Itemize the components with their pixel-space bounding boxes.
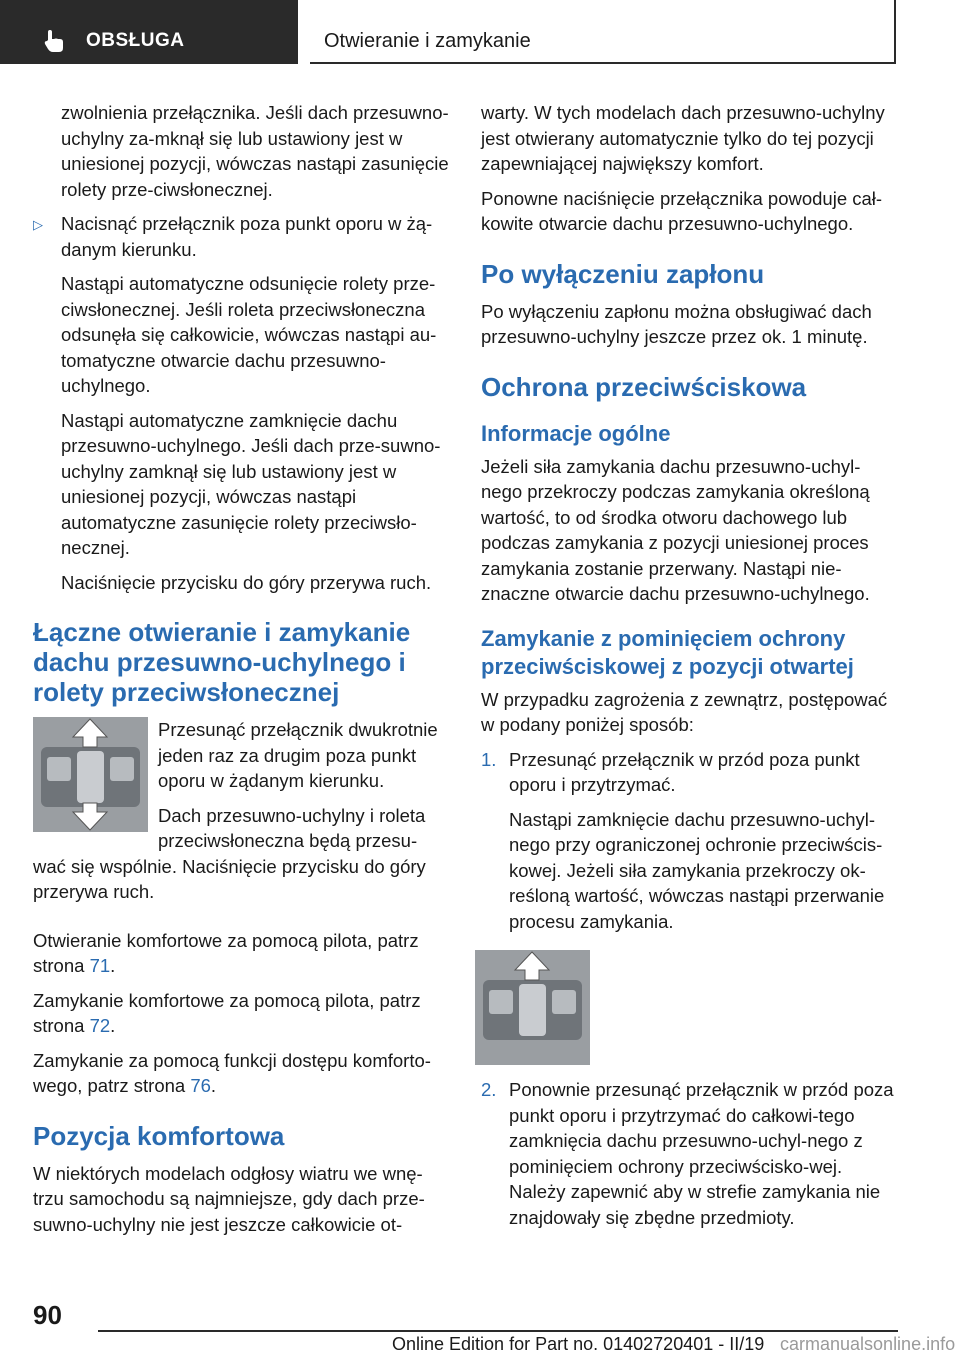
paragraph: Nastąpi automatyczne odsunięcie rolety prze-ciwsłonecznej. Jeśli roleta przeciwsłoneczna odsunęła się całkowicie, wówczas nastąpi au-tomatyczne otwarcie dachu przesuwno-uchylnego. [61, 273, 437, 396]
list-item [33, 211, 450, 595]
paragraph: zwolnienia przełącznika. Jeśli dach przesuwno-uchylny za-mknął się lub ustawiony jest w uniesionej pozycji, wówczas nastąpi zasunięcie rolety prze-ciwsłonecznej. [61, 102, 449, 200]
list-item [481, 747, 901, 935]
right-column [481, 100, 901, 1239]
section-heading: Ochrona przeciwściskowa [481, 371, 807, 402]
paragraph: W niektórych modelach odgłosy wiatru we wnę-trzu samochodu są najmniejsze, gdy dach prze-suwno-uchylny nie jest jeszcze całkowicie ot- [33, 1162, 425, 1235]
paragraph: Nastąpi zamknięcie dachu przesuwno-uchyl-nego przy ograniczonej ochronie przeciwścis-kowej. Jeżeli siła zamykania przekroczy ok-reśloną wartość, wówczas nastąpi przerwanie procesu zamykania. [509, 808, 885, 932]
subsection-heading: Zamykanie z pominięciem ochrony przeciwściskowej z pozycji otwartej [481, 625, 854, 679]
list-item [481, 1077, 901, 1230]
subsection-heading: Informacje ogólne [481, 420, 671, 446]
step-number: 2. [481, 1079, 497, 1100]
paragraph: Przesunąć przełącznik w przód poza punkt oporu i przytrzymać. [509, 748, 860, 795]
section-tab [0, 0, 298, 64]
step-number: 1. [481, 748, 497, 770]
chapter-title: Otwieranie i zamykanie [324, 30, 531, 52]
paragraph: Zamykanie za pomocą funkcji dostępu komforto-wego, patrz strona 76. [33, 1049, 431, 1096]
paragraph: Jeżeli siła zamykania dachu przesuwno-uchyl-nego przekroczy podczas zamykania określoną wartość, to od środka otworu dachowego lub podczas zamykania z pozycji uniesionej proces zamykania zostanie przerwany. Nastąpi nie-znaczne otwarcie dachu przesuwno-uchylnego. [481, 455, 870, 604]
left-column [33, 100, 450, 1246]
paragraph: Zamykanie komfortowe za pomocą pilota, patrz strona 72. [33, 989, 421, 1036]
section-heading: Pozycja komfortowa [33, 1120, 285, 1151]
chapter-header [310, 0, 896, 64]
roof-switch-image [475, 950, 590, 1065]
paragraph: Naciśnięcie przycisku do góry przerywa ruch. [61, 571, 432, 593]
section-heading: Po wyłączeniu zapłonu [481, 258, 765, 289]
paragraph: Otwieranie komfortowe za pomocą pilota, patrz strona 71. [33, 929, 419, 976]
footer-divider [98, 1330, 898, 1332]
paragraph: Dach przesuwno-uchylny i roleta przeciwsłoneczna będą przesu-wać się wspólnie. Naciśnięcie przycisku do góry przerywa ruch. [33, 804, 426, 902]
triangle-bullet-icon: ▷ [33, 217, 43, 232]
paragraph: Ponownie przesunąć przełącznik w przód poza punkt oporu i przytrzymać do całkowi-tego zamknięcia dachu przesuwno-uchyl-nego z pominięciem ochrony przeciwścisko-wej. Należy zapewnić aby w strefie zamykania nie znajdowały się zbędne przedmioty. [509, 1079, 894, 1228]
paragraph: W przypadku zagrożenia z zewnątrz, postępować w podany poniżej sposób: [481, 688, 888, 735]
roof-switch-image [33, 717, 148, 832]
watermark: carmanualsonline.info [780, 1334, 956, 1354]
paragraph: Nastąpi automatyczne zamknięcie dachu przesuwno-uchylnego. Jeśli dach prze-suwno-uchylny zamknął się lub ustawiony jest w uniesionej pozycji, wówczas nastąpi automatyczne zasunięcie rolety przeciwsło-necznej. [61, 409, 441, 558]
section-heading: Łączne otwieranie i zamykanie dachu przesuwno-uchylnego i rolety przeciwsłonecznej [33, 617, 411, 707]
paragraph: warty. W tych modelach dach przesuwno-uchylny jest otwierany automatycznie tylko do tej pozycji zapewniającej największy komfort. [481, 102, 885, 174]
paragraph: Nacisnąć przełącznik poza punkt oporu w żą-danym kierunku. [61, 213, 433, 260]
paragraph: Po wyłączeniu zapłonu można obsługiwać dach przesuwno-uchylny jeszcze przez ok. 1 minutę. [481, 300, 872, 347]
paragraph: Przesunąć przełącznik dwukrotnie jeden raz za drugim poza punkt oporu w żądanym kierunku. [158, 719, 438, 791]
page-link-71[interactable]: 71 [89, 955, 111, 976]
edition-text: Online Edition for Part no. 01402720401 - II/19 [392, 1334, 765, 1354]
page-link-72[interactable]: 72 [89, 1015, 111, 1036]
hand-icon [42, 28, 68, 54]
page-number: 90 [33, 1300, 62, 1330]
paragraph: Ponowne naciśnięcie przełącznika powoduje cał-kowite otwarcie dachu przesuwno-uchylnego. [481, 187, 883, 234]
section-label: OBSŁUGA [86, 30, 185, 51]
page-link-76[interactable]: 76 [190, 1075, 211, 1096]
